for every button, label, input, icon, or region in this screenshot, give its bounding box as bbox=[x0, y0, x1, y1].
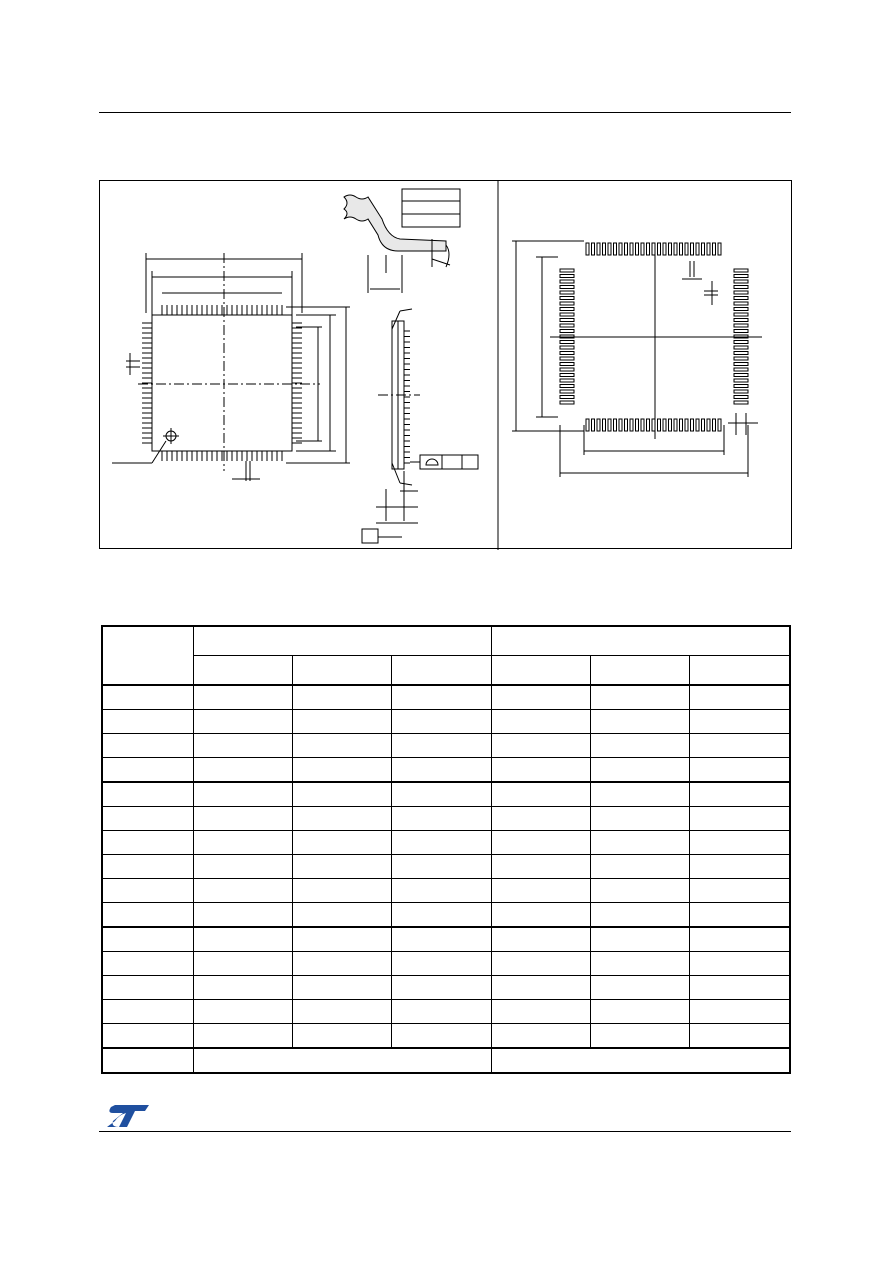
pad bbox=[691, 419, 694, 431]
pad bbox=[560, 363, 574, 366]
pad bbox=[560, 319, 574, 322]
pad bbox=[734, 324, 748, 327]
table-cell bbox=[193, 976, 292, 1000]
pad bbox=[702, 243, 705, 255]
table-cell bbox=[590, 782, 689, 807]
header-cell bbox=[491, 626, 790, 656]
table-cell bbox=[292, 710, 391, 734]
table-cell bbox=[193, 1048, 491, 1073]
table-cell bbox=[391, 782, 491, 807]
table-cell bbox=[590, 758, 689, 783]
table-cell bbox=[491, 782, 590, 807]
pad bbox=[734, 319, 748, 322]
table-cell bbox=[193, 927, 292, 952]
pad bbox=[652, 243, 655, 255]
table-cell bbox=[292, 976, 391, 1000]
pad bbox=[560, 291, 574, 294]
table-cell bbox=[292, 685, 391, 710]
table-cell bbox=[292, 782, 391, 807]
table-cell bbox=[590, 952, 689, 976]
table-cell bbox=[102, 927, 193, 952]
pad bbox=[713, 243, 716, 255]
st-logo-icon bbox=[105, 1103, 151, 1129]
pad bbox=[560, 341, 574, 344]
table-cell bbox=[590, 685, 689, 710]
table-row bbox=[102, 1024, 790, 1049]
table-cell bbox=[102, 1024, 193, 1049]
table-cell bbox=[292, 831, 391, 855]
table-cell bbox=[193, 952, 292, 976]
pad bbox=[734, 280, 748, 283]
pad bbox=[560, 368, 574, 371]
table-cell bbox=[491, 685, 590, 710]
footer-rule bbox=[99, 1131, 791, 1132]
table-cell bbox=[193, 1024, 292, 1049]
pad bbox=[734, 341, 748, 344]
package-top-view bbox=[112, 253, 350, 481]
table-cell bbox=[491, 879, 590, 903]
pad bbox=[702, 419, 705, 431]
table-cell bbox=[391, 855, 491, 879]
table-cell bbox=[102, 879, 193, 903]
pad bbox=[713, 419, 716, 431]
table-cell bbox=[391, 952, 491, 976]
datum-box bbox=[362, 529, 378, 543]
table-cell bbox=[391, 831, 491, 855]
table-cell bbox=[590, 976, 689, 1000]
header-cell bbox=[391, 656, 491, 686]
pad bbox=[560, 352, 574, 355]
pad bbox=[560, 330, 574, 333]
table-cell bbox=[102, 952, 193, 976]
table-cell bbox=[590, 1024, 689, 1049]
table-row bbox=[102, 734, 790, 758]
package-drawing bbox=[100, 181, 793, 550]
pad bbox=[680, 243, 683, 255]
pad bbox=[658, 243, 661, 255]
table-cell bbox=[689, 734, 790, 758]
pad bbox=[734, 346, 748, 349]
table-cell bbox=[590, 734, 689, 758]
pad bbox=[734, 302, 748, 305]
pad bbox=[652, 419, 655, 431]
table-cell bbox=[102, 807, 193, 831]
table-cell bbox=[102, 685, 193, 710]
lead-detail bbox=[344, 189, 460, 293]
pad bbox=[608, 243, 611, 255]
table-cell bbox=[391, 685, 491, 710]
table-cell bbox=[102, 710, 193, 734]
dimensions-table bbox=[101, 625, 791, 1074]
pad bbox=[625, 243, 628, 255]
table-cell bbox=[102, 782, 193, 807]
table-cell bbox=[689, 758, 790, 783]
table-cell bbox=[102, 831, 193, 855]
table-cell bbox=[689, 1024, 790, 1049]
pad bbox=[669, 419, 672, 431]
table-cell bbox=[491, 1048, 790, 1073]
pad bbox=[734, 396, 748, 399]
table-cell bbox=[590, 1000, 689, 1024]
table-row bbox=[102, 927, 790, 952]
pad bbox=[734, 385, 748, 388]
pad bbox=[560, 357, 574, 360]
table-cell bbox=[292, 855, 391, 879]
table-cell bbox=[491, 758, 590, 783]
table-cell bbox=[491, 1000, 590, 1024]
table-cell bbox=[292, 758, 391, 783]
pad bbox=[734, 357, 748, 360]
header-cell bbox=[193, 626, 491, 656]
pad bbox=[674, 243, 677, 255]
pad bbox=[734, 330, 748, 333]
pad bbox=[734, 401, 748, 404]
pad bbox=[734, 291, 748, 294]
table-cell bbox=[689, 976, 790, 1000]
pad bbox=[560, 396, 574, 399]
table-cell bbox=[292, 903, 391, 928]
table-cell bbox=[590, 903, 689, 928]
table-cell bbox=[491, 927, 590, 952]
pad bbox=[560, 286, 574, 289]
pad bbox=[718, 243, 721, 255]
pad bbox=[630, 243, 633, 255]
pad bbox=[608, 419, 611, 431]
pad bbox=[734, 313, 748, 316]
table-cell bbox=[491, 1024, 590, 1049]
table-cell bbox=[491, 903, 590, 928]
table-cell bbox=[689, 903, 790, 928]
pad bbox=[560, 313, 574, 316]
pad bbox=[636, 243, 639, 255]
table-cell bbox=[689, 1000, 790, 1024]
pad bbox=[680, 419, 683, 431]
pad bbox=[734, 352, 748, 355]
table-cell bbox=[102, 903, 193, 928]
table-cell bbox=[391, 927, 491, 952]
pad bbox=[560, 374, 574, 377]
table-cell bbox=[391, 758, 491, 783]
header-cell bbox=[292, 656, 391, 686]
table-row bbox=[102, 831, 790, 855]
table-row bbox=[102, 782, 790, 807]
pad bbox=[663, 243, 666, 255]
pad bbox=[734, 368, 748, 371]
pad bbox=[560, 324, 574, 327]
pad bbox=[641, 419, 644, 431]
table-cell bbox=[491, 855, 590, 879]
table-cell bbox=[292, 1000, 391, 1024]
table-cell bbox=[391, 1024, 491, 1049]
pad bbox=[597, 243, 600, 255]
table-cell bbox=[292, 879, 391, 903]
table-cell bbox=[491, 734, 590, 758]
pad bbox=[734, 363, 748, 366]
pad bbox=[614, 243, 617, 255]
header-cell bbox=[689, 656, 790, 686]
pad bbox=[696, 419, 699, 431]
table-cell bbox=[689, 855, 790, 879]
pad bbox=[614, 419, 617, 431]
table-row bbox=[102, 1000, 790, 1024]
pad bbox=[718, 419, 721, 431]
pad bbox=[592, 243, 595, 255]
table-cell bbox=[391, 879, 491, 903]
table-cell bbox=[102, 758, 193, 783]
pad bbox=[734, 286, 748, 289]
table-cell bbox=[590, 831, 689, 855]
package-figure bbox=[99, 180, 792, 549]
pad bbox=[586, 419, 589, 431]
pad bbox=[658, 419, 661, 431]
pad bbox=[560, 401, 574, 404]
footprint bbox=[512, 241, 762, 477]
pad bbox=[674, 419, 677, 431]
table-cell bbox=[689, 952, 790, 976]
table-cell bbox=[689, 927, 790, 952]
pad bbox=[560, 275, 574, 278]
table-cell bbox=[391, 734, 491, 758]
header-rule bbox=[99, 112, 791, 113]
table-cell bbox=[292, 927, 391, 952]
table-cell bbox=[491, 831, 590, 855]
table-cell bbox=[391, 976, 491, 1000]
table-row bbox=[102, 807, 790, 831]
pad bbox=[630, 419, 633, 431]
pad bbox=[619, 243, 622, 255]
table-cell bbox=[292, 1024, 391, 1049]
pad bbox=[560, 390, 574, 393]
table-cell bbox=[689, 879, 790, 903]
table-row bbox=[102, 1048, 790, 1073]
table-cell bbox=[590, 879, 689, 903]
table-cell bbox=[491, 976, 590, 1000]
table-row bbox=[102, 879, 790, 903]
table-row bbox=[102, 903, 790, 928]
pad bbox=[734, 297, 748, 300]
table-cell bbox=[102, 1000, 193, 1024]
pad bbox=[603, 419, 606, 431]
table-row bbox=[102, 952, 790, 976]
pad bbox=[647, 419, 650, 431]
table-row bbox=[102, 685, 790, 710]
table-cell bbox=[292, 734, 391, 758]
table-cell bbox=[193, 831, 292, 855]
table-cell bbox=[102, 855, 193, 879]
pad bbox=[691, 243, 694, 255]
table-cell bbox=[193, 879, 292, 903]
table-cell bbox=[689, 807, 790, 831]
table-cell bbox=[193, 685, 292, 710]
table-cell bbox=[193, 807, 292, 831]
package-side-view bbox=[362, 309, 478, 543]
table-cell bbox=[689, 685, 790, 710]
pad bbox=[636, 419, 639, 431]
table-cell bbox=[102, 734, 193, 758]
table-header-row bbox=[102, 656, 790, 686]
table-cell bbox=[689, 710, 790, 734]
pad bbox=[560, 280, 574, 283]
header-cell bbox=[193, 656, 292, 686]
pad bbox=[560, 308, 574, 311]
pad bbox=[597, 419, 600, 431]
table-cell bbox=[193, 782, 292, 807]
detail-table-frame bbox=[402, 189, 460, 227]
table-cell bbox=[590, 855, 689, 879]
pad bbox=[685, 243, 688, 255]
pad bbox=[734, 379, 748, 382]
table-cell bbox=[193, 855, 292, 879]
table-cell bbox=[102, 1048, 193, 1073]
pad bbox=[685, 419, 688, 431]
pad bbox=[696, 243, 699, 255]
table-cell bbox=[193, 903, 292, 928]
pad bbox=[669, 243, 672, 255]
header-cell bbox=[590, 656, 689, 686]
header-cell bbox=[491, 656, 590, 686]
pad bbox=[592, 419, 595, 431]
table-cell bbox=[391, 807, 491, 831]
pad bbox=[707, 419, 710, 431]
pad bbox=[641, 243, 644, 255]
pad bbox=[734, 269, 748, 272]
pad bbox=[603, 243, 606, 255]
table-cell bbox=[590, 710, 689, 734]
pad bbox=[586, 243, 589, 255]
table-cell bbox=[102, 976, 193, 1000]
pad bbox=[560, 302, 574, 305]
table-cell bbox=[193, 1000, 292, 1024]
coplanarity-frame bbox=[420, 455, 478, 469]
table-cell bbox=[193, 710, 292, 734]
table-row bbox=[102, 710, 790, 734]
table-cell bbox=[590, 927, 689, 952]
pad bbox=[625, 419, 628, 431]
pad bbox=[560, 385, 574, 388]
table-cell bbox=[491, 710, 590, 734]
pad bbox=[560, 269, 574, 272]
table-cell bbox=[391, 903, 491, 928]
pad bbox=[734, 308, 748, 311]
pad bbox=[560, 297, 574, 300]
pad bbox=[734, 374, 748, 377]
table-cell bbox=[292, 807, 391, 831]
table-cell bbox=[491, 807, 590, 831]
table-cell bbox=[689, 831, 790, 855]
table-cell bbox=[193, 758, 292, 783]
table-row bbox=[102, 758, 790, 783]
table-cell bbox=[193, 734, 292, 758]
table-cell bbox=[491, 952, 590, 976]
pad bbox=[619, 419, 622, 431]
header-cell bbox=[102, 626, 193, 685]
pad bbox=[734, 275, 748, 278]
pad bbox=[707, 243, 710, 255]
table-cell bbox=[292, 952, 391, 976]
table-row bbox=[102, 855, 790, 879]
pad bbox=[560, 346, 574, 349]
pad bbox=[663, 419, 666, 431]
table-cell bbox=[689, 782, 790, 807]
pad bbox=[647, 243, 650, 255]
pad bbox=[560, 379, 574, 382]
table-header-row bbox=[102, 626, 790, 656]
table-row bbox=[102, 976, 790, 1000]
pad bbox=[734, 390, 748, 393]
table-cell bbox=[590, 807, 689, 831]
table-cell bbox=[391, 1000, 491, 1024]
table-cell bbox=[391, 710, 491, 734]
